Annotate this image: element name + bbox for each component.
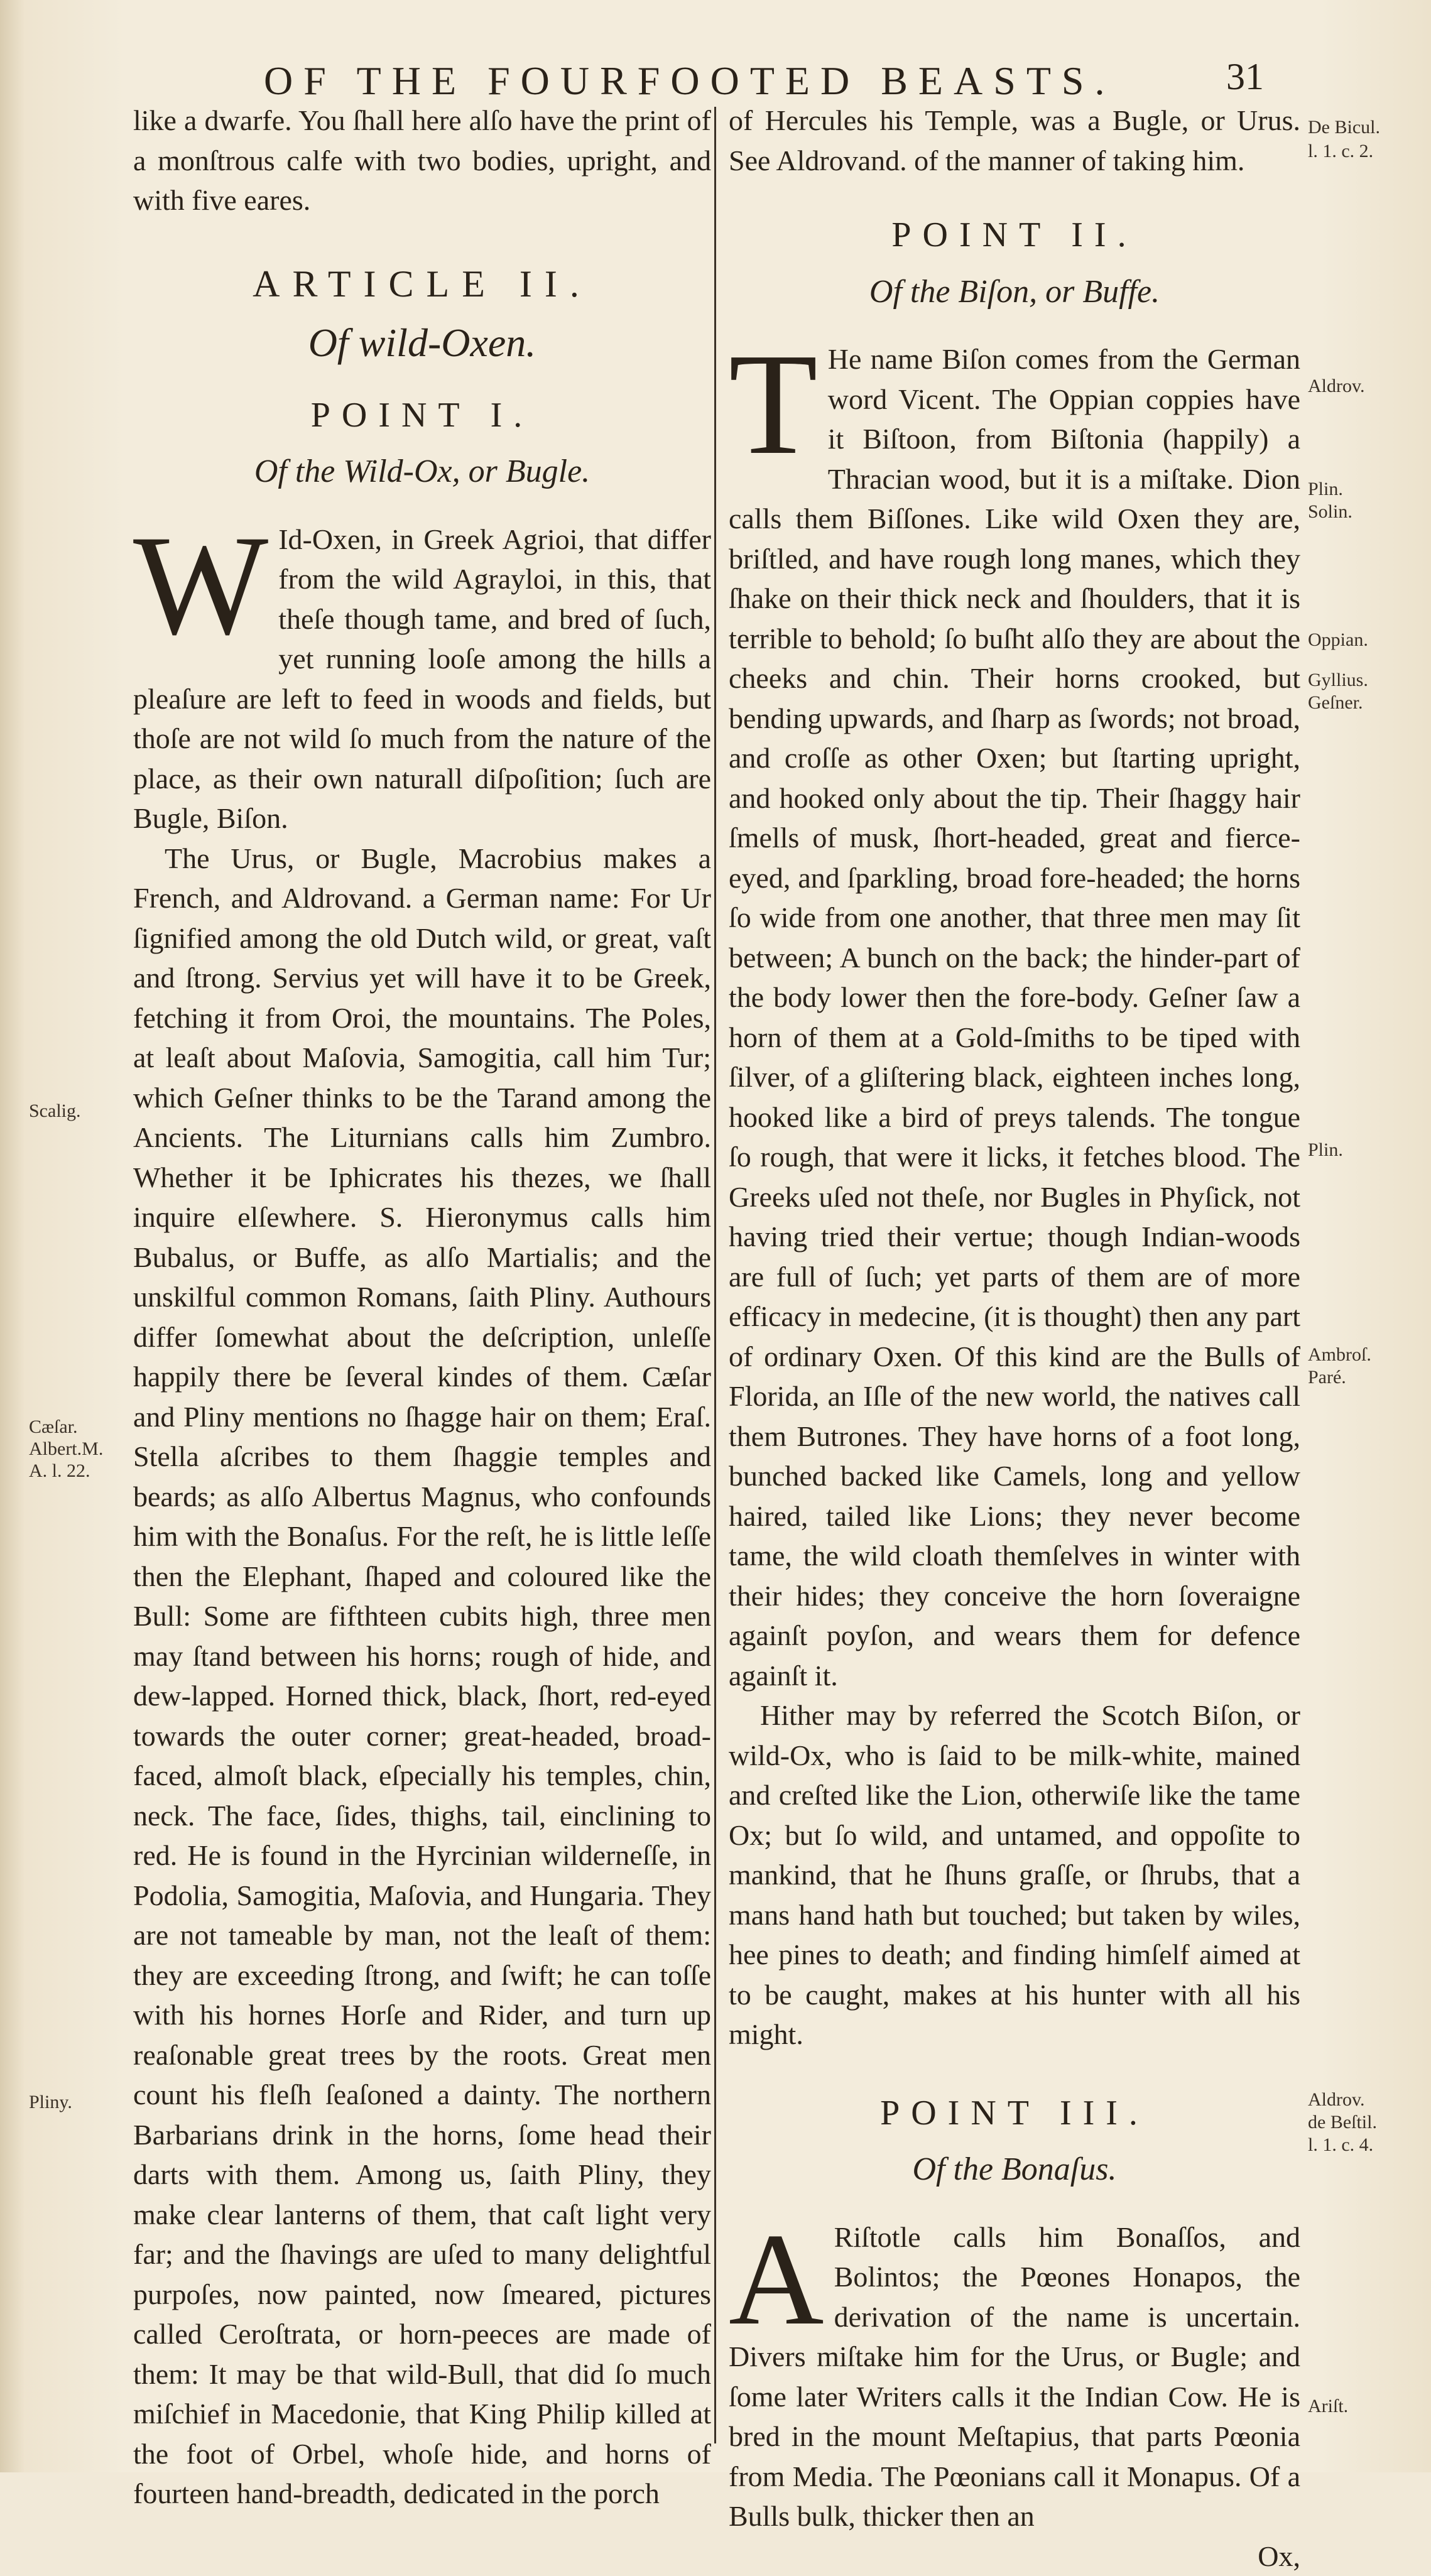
point-3-title: Of the Bonaſus. [729,2149,1300,2190]
drop-cap-w: W [133,526,268,645]
margin-note-right: Aldrov. [1308,376,1365,397]
left-column [133,101,711,2514]
right-column [729,101,1300,2576]
margin-note-right: Paré. [1308,1367,1346,1388]
point-1-heading: POINT I. [133,396,711,436]
article-heading: ARTICLE II. [133,264,711,305]
scotch-bison-paragraph: Hither may by referred the Scotch Biſon, or wild-Ox, who is ſaid to be milk-white, mained and creſted like the Lion, otherwiſe like the tame Ox; but ſo wild, and untamed, and oppoſite to mankind, that he ſhuns graſſe, or ſhrubs, that a mans hand hath but touched; but taken by wiles, hee pines to death; and finding himſelf aimed at to be caught, makes at his hunter with all his might. [729,1695,1300,2055]
running-head: OF THE FOURFOOTED BEASTS. [264,58,1131,104]
point-2-title: Of the Biſon, or Buffe. [729,272,1300,312]
column-divider [714,107,716,2443]
bonasus-paragraph [729,2217,1300,2536]
bison-paragraph [729,339,1300,1695]
margin-note-right: Geſner. [1308,692,1363,714]
margin-note-left: Albert.M. [29,1438,103,1460]
urus-paragraph: The Urus, or Bugle, Macrobius makes a French, and Aldrovand. a German name: For Ur ſignified among the old Dutch wild, or great, vaſt and ſtrong. Servius yet will have it to be Greek, fetching it from Oroi, the mountains. The Poles, at leaſt about Maſovia, Samogitia, call him Tur; which Geſner thinks to be the Tarand among the Ancients. The Liturnians calls him Zumbro. Whether it be Iphicrates his thezes, we ſhall inquire elſewhere. S. Hieronymus calls him Bubalus, or Buffe, as alſo Martialis; and the unskilful common Romans, ſaith Pliny. Authours differ ſomewhat about the deſcription, unleſſe happily there be ſeveral kindes of them. Cæſar and Pliny mentions no ſhagge hair on them; Eraſ. Stella aſcribes to them ſhaggie temples and beards; as alſo Albertus Magnus, who confounds him with the Bonaſus. For the reſt, he is little leſſe then the Elephant, ſhaped and coloured like the Bull: Some are fifthteen cubits high, three men may ſtand between his horns; rough of hide, and dew-lapped. Horned thick, black, ſhort, red-eyed towards the outer corner; great-headed, broad-faced, almoſt black, eſpecially his temples, chin, neck. The face, ſides, thighs, tail, einclining to red. He is found in the Hyrcinian wilderneſſe, in Podolia, Samogitia, Maſovia, and Hungaria. They are not tameable by man, not the leaſt of them: they are exceeding ſtrong, and ſwift; he can toſſe with his hornes Horſe and Rider, and turn up reaſonable great trees by the roots. Great men count his fleſh ſeaſoned a dainty. The northern Barbarians drink in the horns, ſome head their darts with them. Among us, ſaith Pliny, they make clear lanterns of them, that caſt light very far; and the ſhavings are uſed to many delightful purpoſes, now painted, now ſmeared, pictures called Ceroſtrata, or horn-peeces are made of them: It may be that wild-Bull, that did ſo much miſchief in Macedonie, that King Philip killed at the foot of Orbel, whoſe hide, and horns of fourteen hand-breadth, dedicated in the porch [133,839,711,2514]
drop-cap-a: A [729,2224,824,2335]
margin-note-right: Plin. [1308,1139,1343,1161]
margin-note-right: de Beſtil. [1308,2112,1377,2133]
margin-note-right: Oppian. [1308,629,1368,651]
point-1-title: Of the Wild-Ox, or Bugle. [133,452,711,492]
margin-note-right: De Bicul. [1308,117,1380,138]
right-intro-text: of Hercules his Temple, was a Bugle, or Urus. See Aldrovand. of the manner of taking him. [729,101,1300,180]
margin-note-right: l. 1. c. 4. [1308,2134,1373,2156]
left-intro-text: like a dwarfe. You ſhall here alſo have the print of a monſtrous calfe with two bodies, upright, and with five eares. [133,101,711,220]
article-subtitle: Of wild-Oxen. [133,323,711,363]
wild-ox-paragraph-text: Id-Oxen, in Greek Agrioi, that differ from the wild Agrayloi, in this, that theſe though tame, and bred of ſuch, yet running looſe among the hills a pleaſure are left to feed in woods and fields, but thoſe are not wild ſo much from the nature of the place, as their own naturall diſpoſition; ſuch are Bugle, Biſon. [133,523,711,835]
margin-note-right: l. 1. c. 2. [1308,141,1373,162]
catchword: Ox, [729,2536,1300,2576]
margin-note-right: Solin. [1308,501,1352,523]
bonasus-paragraph-text: Riſtotle calls him Bonaſſos, and Bolintos; the Pœones Honapos, the derivation of the name is uncertain. Divers miſtake him for the Urus, or Bugle; and ſome later Writers calls it the Indian Cow. He is bred in the mount Meſtapius, that parts Pœonia from Media. The Pœonians call it Monapus. Of a Bulls bulk, thicker then an [729,2221,1300,2533]
margin-note-left: Scalig. [29,1101,81,1122]
margin-note-left: Pliny. [29,2092,72,2113]
point-3-heading: POINT III. [729,2094,1300,2134]
drop-cap-t: T [729,345,818,464]
margin-note-right: Plin. [1308,479,1343,500]
margin-note-right: Aldrov. [1308,2089,1365,2111]
margin-note-right: Ambroſ. [1308,1344,1371,1366]
wild-ox-paragraph [133,519,711,839]
point-2-heading: POINT II. [729,215,1300,256]
page-number: 31 [1226,55,1264,99]
margin-note-right: Ariſt. [1308,2396,1348,2417]
bison-paragraph-text: He name Biſon comes from the German word Vicent. The Oppian coppies have it Biſtoon, from Biſtonia (happily) a Thracian wood, but it is a miſtake. Dion calls them Biſſones. Like wild Oxen they are, briſtled, and have rough long manes, which they ſhake on their thick neck and ſhoulders, that it is terrible to behold; ſo buſht alſo they are about the cheeks and chin. Their horns crooked, but bending upwards, and ſharp as ſwords; not broad, and croſſe as other Oxen; but ſtarting upright, and hooked only about the tip. Their ſhaggy hair ſmells of musk, ſhort-headed, great and fierce-eyed, and ſparkling, broad fore-headed; the horns ſo wide from one another, that three men may ſit between; A bunch on the back; the hinder-part of the body lower then the fore-body. Geſner ſaw a horn of them at a Gold-ſmiths to be tiped with ſilver, of a gliſtering black, eighteen inches long, hooked like a bird of preys talends. The tongue ſo rough, that were it licks, it fetches blood. The Greeks uſed not theſe, nor Bugles in Phyſick, not having tried their vertue; though Indian-woods are full of ſuch; yet parts of them are of more efficacy in medecine, (it is thought) then any part of ordinary Oxen. Of this kind are the Bulls of Florida, an Iſle of the new world, the natives call them Butrones. They have horns of a foot long, bunched backed like Camels, long and yellow haired, tailed like Lions; they never become tame, the wild cloath themſelves in winter with their hides; they conceive the horn ſoveraigne againſt poyſon, and wears them for defence againſt it. [729,343,1300,1692]
margin-note-right: Gyllius. [1308,670,1368,691]
margin-note-left: A. l. 22. [29,1460,90,1482]
margin-note-left: Cæſar. [29,1416,78,1438]
